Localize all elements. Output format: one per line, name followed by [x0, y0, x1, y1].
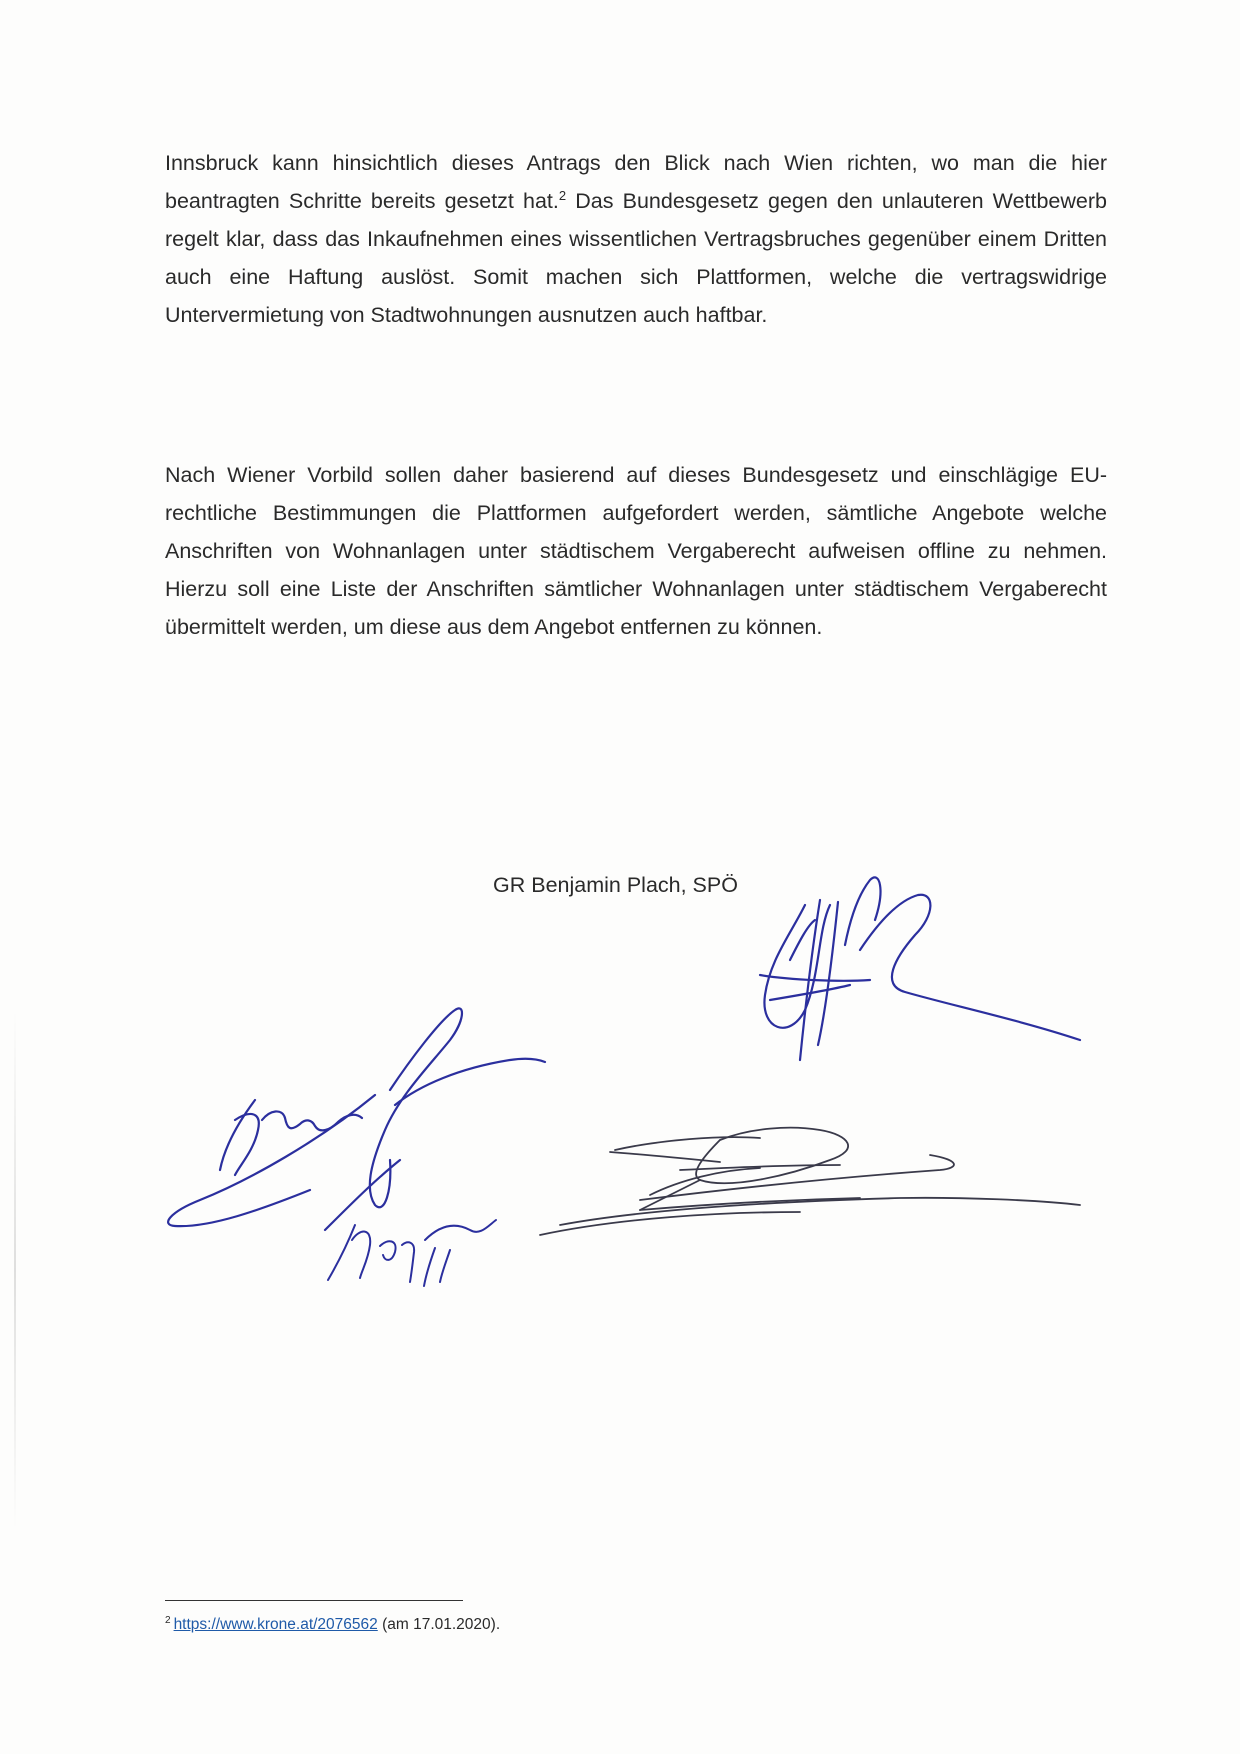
signature-top-right: [760, 877, 1080, 1060]
scan-edge-shadow: [14, 1010, 16, 1530]
signer-name: GR Benjamin Plach, SPÖ: [493, 873, 738, 897]
signature-left: [168, 1008, 545, 1230]
signature-small-bottom: [328, 1220, 496, 1286]
body-paragraph-2: Nach Wiener Vorbild sollen daher basierend auf dieses Bundesgesetz und einschlägige EU-rechtliche Bestimmungen die Plattformen aufgefordert werden, sämtliche Angebote welche Anschriften von Wohnanlagen unter städtischem Vergaberecht aufweisen offline zu nehmen. Hierzu soll eine Liste der Anschriften sämtlicher Wohnanlagen unter städtischem Vergaberecht übermittelt werden, um diese aus dem Angebot entfernen zu können.: [165, 463, 1107, 639]
paragraph-1-text: Innsbruck kann hinsichtlich dieses Antrags den Blick nach Wien richten, wo man die hier beantragten Schritte bereits gesetzt hat.: [165, 151, 1107, 213]
paragraph-1-continuation: Das Bundesgesetz gegen den unlauteren Wettbewerb regelt klar, dass das Inkaufnehmen eines wissentlichen Vertragsbruches gegenüber einem Dritten auch eine Haftung auslöst. Somit machen sich Plattformen, welche die vertragswidrige Untervermietung von Stadtwohnungen ausnutzen auch haftbar.: [165, 189, 1107, 327]
footnote-link[interactable]: https://www.krone.at/2076562: [173, 1616, 378, 1633]
footnote: [165, 1614, 500, 1636]
footnote-separator: [165, 1600, 463, 1601]
footnote-suffix: (am 17.01.2020).: [377, 1616, 501, 1633]
footnote-mark: 2: [165, 1614, 171, 1626]
footnote-reference: 2: [558, 187, 567, 203]
body-paragraph-1: [165, 144, 1107, 334]
signature-bottom-right: [540, 1128, 1080, 1235]
